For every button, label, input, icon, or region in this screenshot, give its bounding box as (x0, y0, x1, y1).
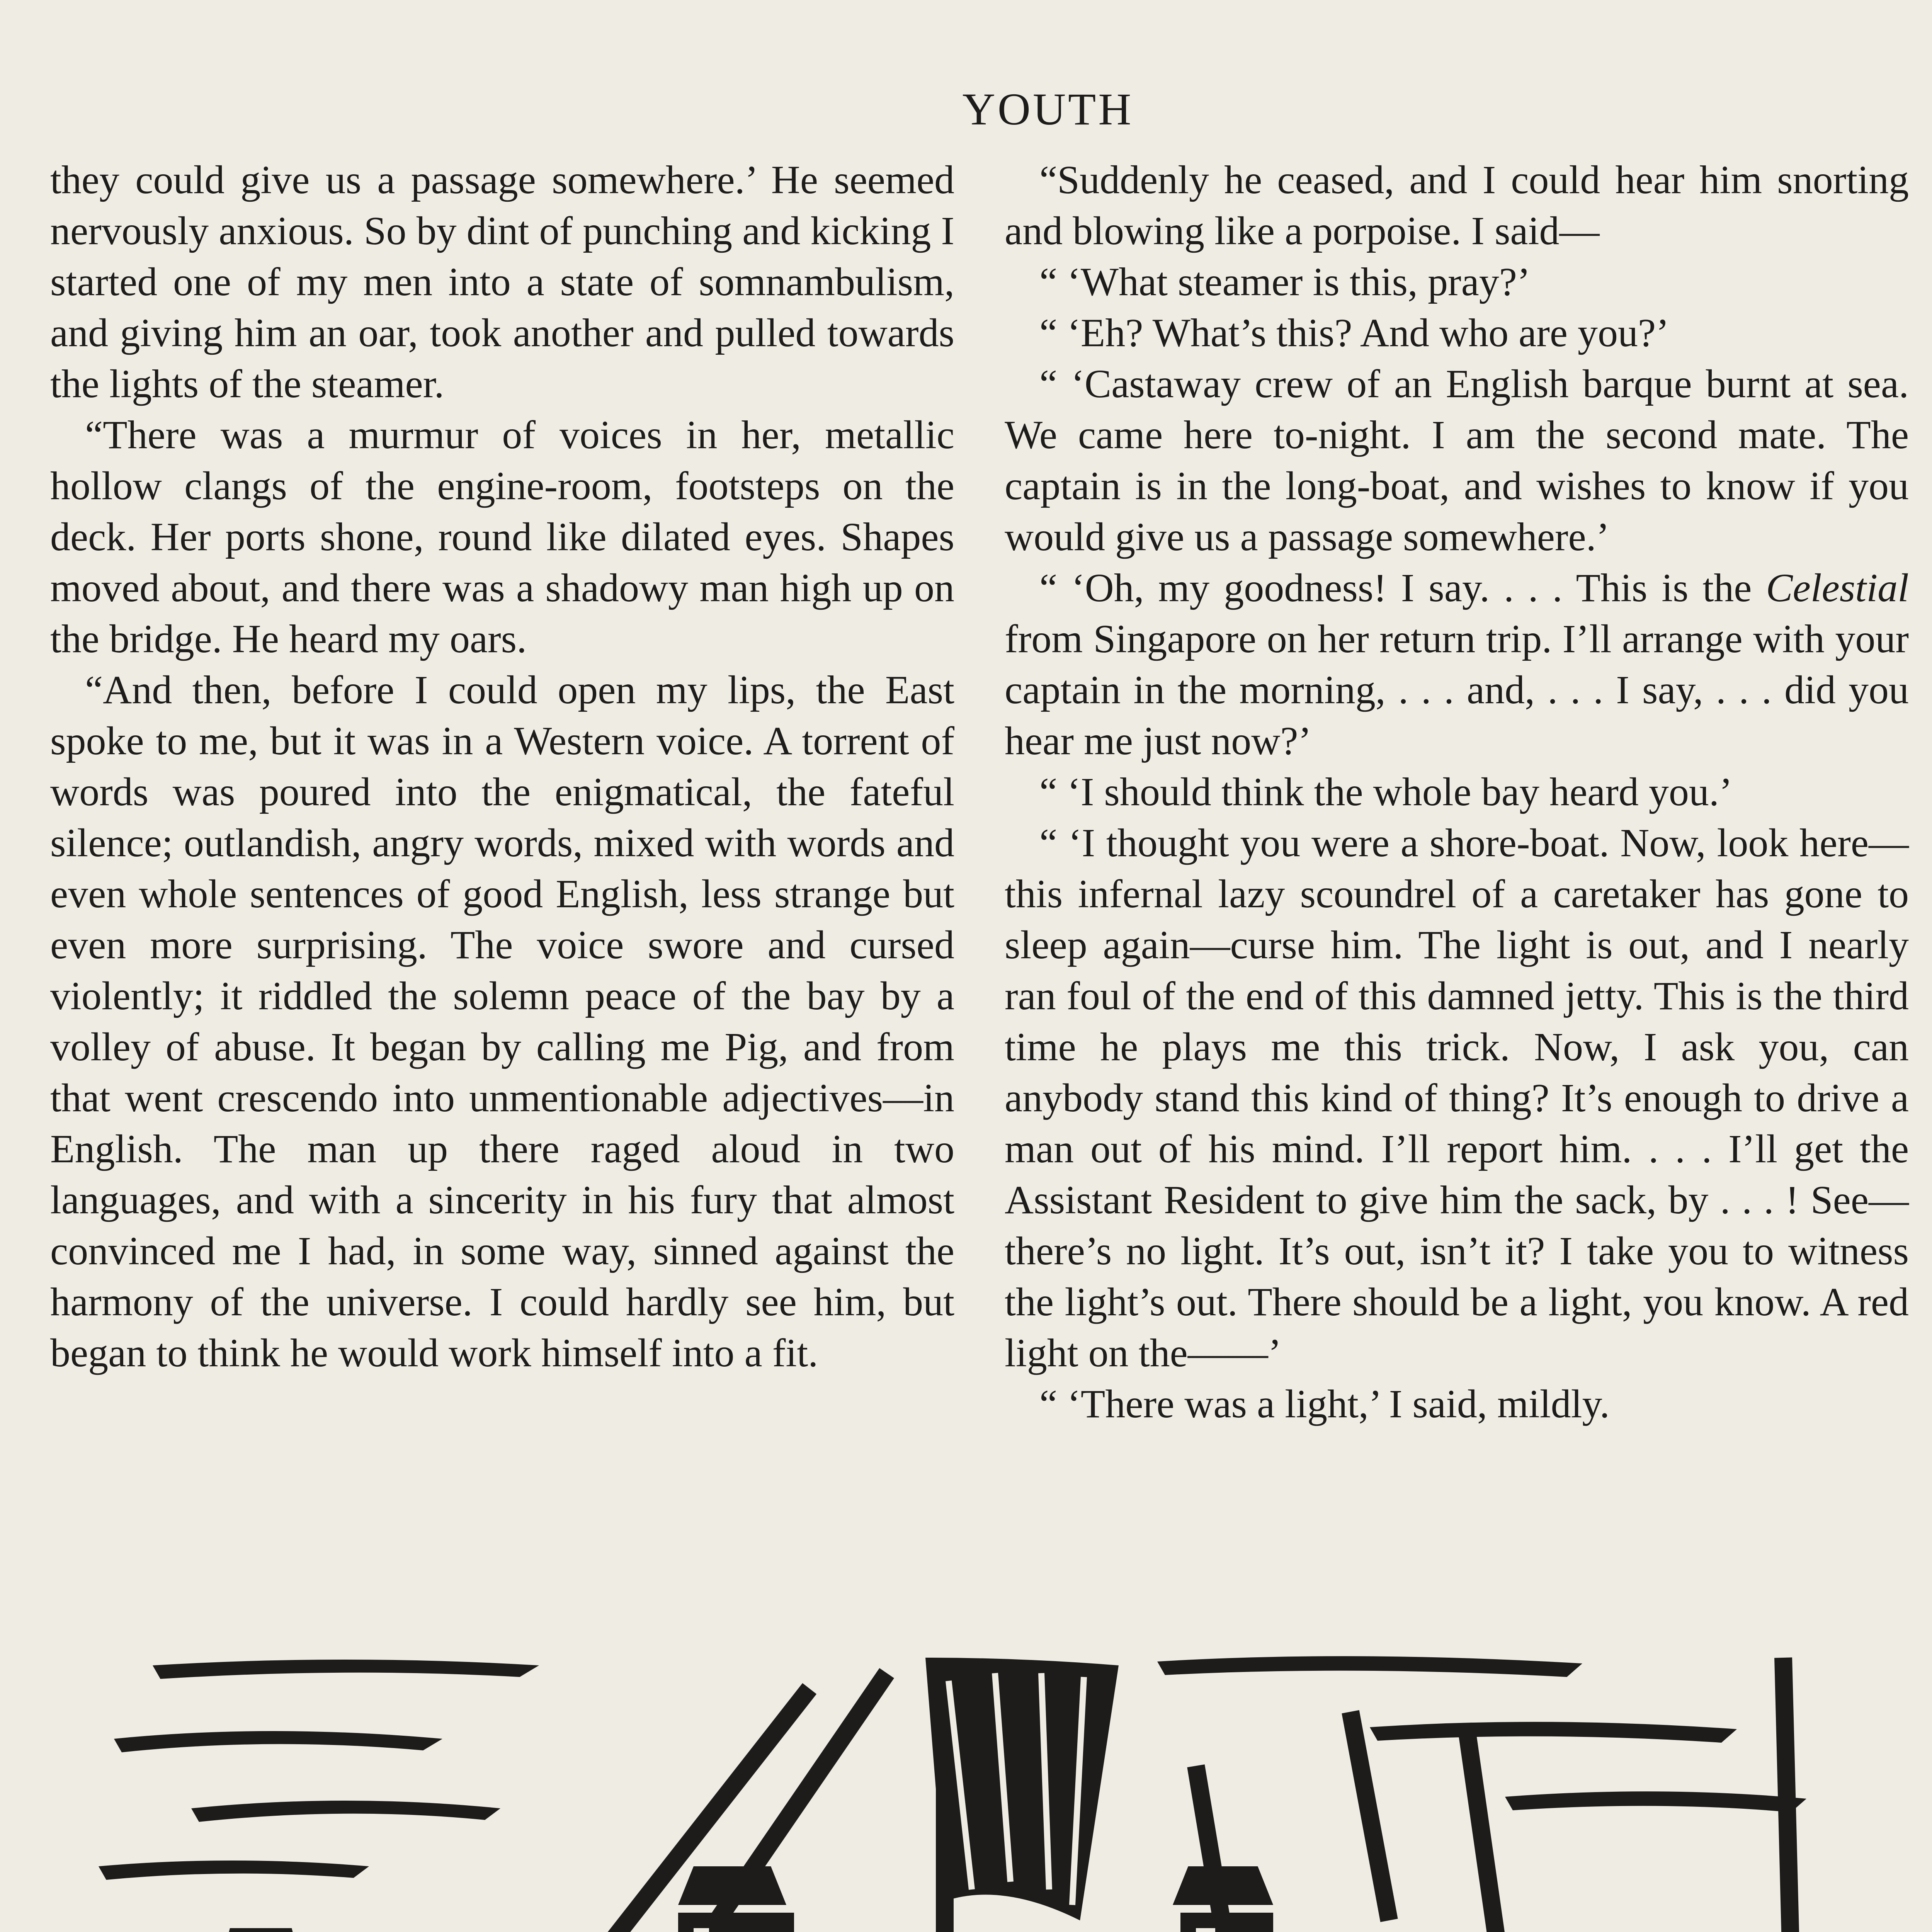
paragraph-text: from Singapore on her return trip. I’ll arrange with your captain in the morning, . . . and, . . . I say, . . . did you hear me just now?’ (1005, 617, 1909, 763)
left-text-column (50, 155, 954, 1379)
boat-scene-woodcut (75, 1650, 1845, 1932)
paragraph: they could give us a passage somewhere.’ He seemed nervously anxious. So by dint of punching and kicking I started one of my men into a state of somnambulism, and giving him an oar, took another and pulled towards the lights of the steamer. (50, 158, 954, 406)
paragraph: “ ‘What steamer is this, pray?’ (1039, 260, 1531, 304)
paragraph: “ ‘Eh? What’s this? And who are you?’ (1039, 311, 1669, 355)
running-head: YOUTH (962, 84, 1134, 134)
paragraph: “ ‘There was a light,’ I said, mildly. (1039, 1382, 1610, 1426)
right-text-column (1005, 155, 1909, 1430)
paragraph: “Suddenly he ceased, and I could hear him snorting and blowing like a porpoise. I said— (1005, 158, 1909, 253)
paragraph: “ ‘I thought you were a shore-boat. Now, look here—this infernal lazy scoundrel of a caretaker has gone to sleep again—curse him. The light is out, and I nearly ran foul of the end of this damned jetty. This is the third time he plays me this trick. Now, I ask you, can anybody stand this kind of thing? It’s enough to drive a man out of his mind. I’ll report him. . . . I’ll get the Assistant Resident to give him the sack, by . . . ! See—there’s no light. It’s out, isn’t it? I take you to witness the light’s out. There should be a light, you know. A red light on the——’ (1005, 821, 1909, 1375)
paragraph: “ ‘I should think the whole bay heard you.’ (1039, 770, 1733, 814)
paragraph-text: “ ‘Oh, my goodness! I say. . . . This is the (1039, 566, 1766, 610)
paragraph: “ ‘Castaway crew of an English barque burnt at sea. We came here to-night. I am the second mate. The captain is in the long-boat, and wishes to know if you would give us a passage somewhere.’ (1005, 362, 1909, 559)
paragraph: “There was a murmur of voices in her, metallic hollow clangs of the engine-room, footsteps on the deck. Her ports shone, round like dilated eyes. Shapes moved about, and there was a shadowy man high up on the bridge. He heard my oars. (50, 413, 954, 661)
woodcut-illustration (75, 1650, 1845, 1932)
paragraph: “And then, before I could open my lips, the East spoke to me, but it was in a Western voice. A torrent of words was poured into the enigmatical, the fateful silence; outlandish, angry words, mixed with words and even whole sentences of good English, less strange but even more surprising. The voice swore and cursed violently; it riddled the solemn peace of the bay by a volley of abuse. It began by calling me Pig, and from that went crescendo into unmentionable adjectives—in English. The man up there raged aloud in two languages, and with a sincerity in his fury that almost convinced me I had, in some way, sinned against the harmony of the universe. I could hardly see him, but began to think he would work himself into a fit. (50, 668, 954, 1375)
figures (222, 1866, 1273, 1932)
paragraph (1005, 563, 1909, 767)
ship-name: Celestial (1766, 566, 1909, 610)
